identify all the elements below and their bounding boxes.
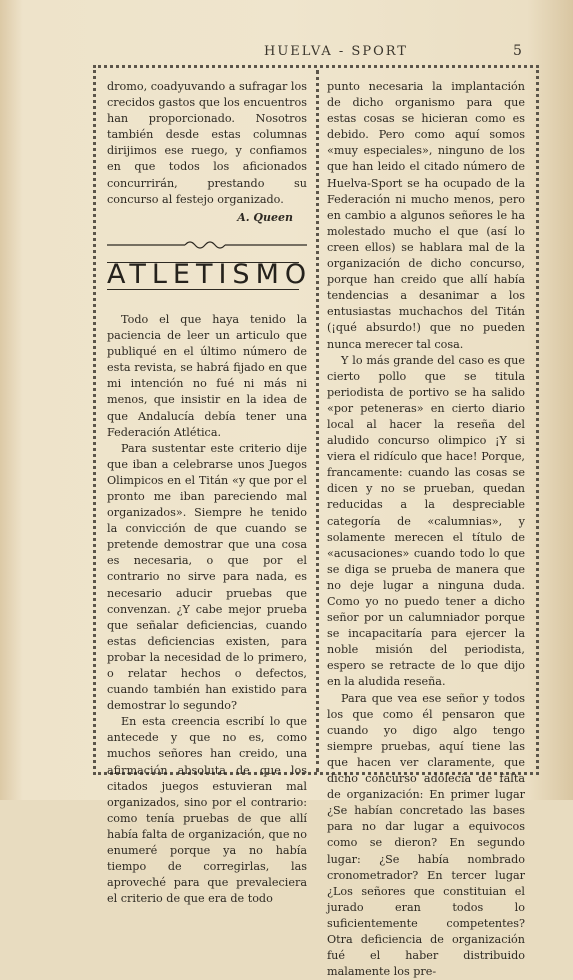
article-paragraph: Para que vea ese señor y todos los que como él pensaron que cuando yo digo algo tengo siempre pruebas, aquí tiene las que hacen ver claramente, que dicho concurso adolecía de falta de organización: En primer lugar ¿Se habían concretado las bases para no dar lugar a equivocos como se dieron? En segundo lugar: ¿Se había nombrado cronometrador? En tercer lugar ¿Los señores que constituian el jurado eran todos lo suficientemente competentes? Otra deficiencia de organización fué el haber distribuido malamente los pre- [327,691,525,979]
author-signature: A. Queen [237,210,293,224]
article-paragraph: punto necesaria la implantación de dicho organismo para que estas cosas se hicieran como es debido. Pero como aquí somos «muy especiales», ninguno de los que han leido el citado número de Huelva-Sport se ha ocupado de la Federación ni mucho menos, pero en cambio a algunos señores le ha molestado mucho el que (así lo creen ellos) se hablara mal de la organización de dicho concurso, porque han creido que allí había tendencias a desanimar a los entusiastas muchachos del Titán (¡qué absurdo!) que no pueden nunca merecer tal cosa. [327,80,525,351]
right-column [327,79,525,980]
intro-paragraph: dromo, coadyuvando a sufragar los crecidos gastos que los encuentros han proporcionado. Nosotros también desde estas columnas dirijimos ese ruego, y confiamos en que todos los aficionados concurrirán, prestando su concurso al festejo organizado. [107,80,307,206]
ornamental-rule [107,238,307,252]
left-column [107,79,313,907]
running-title: HUELVA - SPORT [264,44,408,59]
column-divider [316,70,319,772]
ornament-icon [107,238,307,252]
page-number: 5 [513,43,522,59]
article-paragraph: En esta creencia escribí lo que antecede y que no es, como muchos señores han creido, una afirmación absoluta de que los citados juegos estuvieran mal organizados, sino por el contrario: como tenía pruebas de que allí había falta de organización, que no enumeré porque ya no había tiempo de corregirlas, las aproveché para que prevaleciera el criterio de que era de todo [107,715,307,906]
article-paragraph: Para sustentar este criterio dije que iban a celebrarse unos Juegos Olimpicos en el Titán «y que por el pronto me iban pareciendo mal organizados». Siempre he tenido la convicción de que cuando se pretende demostrar que una cosa es necesaria, o que por el contrario no sirve para nada, es necesario aducir pruebas que convenzan. ¿Y cabe mejor prueba que señalar deficiencias, cuando estas deficiencias existen, para probar la necesidad de lo primero, o relatar hechos o defectos, cuando también han existido para demostrar lo segundo? [107,441,307,713]
page-header [0,44,573,64]
article-paragraph: Y lo más grande del caso es que cierto pollo que se titula periodista de portivo se ha salido «por peteneras» en cierto diario local al hacer la reseña del aludido concurso olimpico ¡Y si viera el ridículo que hace! Porque, francamente: cuando las cosas se dicen y no se prueban, quedan reducidas a la despreciable categoría de «calumnias», y solamente merecen el título de «acusaciones» cuando todo lo que se diga se prueba de manera que no deje lugar a ninguna duda. Como yo no puedo tener a dicho señor por un calumniador porque se incapacitaría para ejercer la noble misión del periodista, espero se retracte de lo que dijo en la aludida reseña. [327,353,525,689]
section-title: ATLETISMO [107,258,313,290]
article-paragraph: Todo el que haya tenido la paciencia de leer un articulo que publiqué en el último número de esta revista, se habrá fijado en que mi intención no fué ni más ni menos, que insistir en la idea de que Andalucía debía tener una Federación Atlética. [107,312,307,439]
